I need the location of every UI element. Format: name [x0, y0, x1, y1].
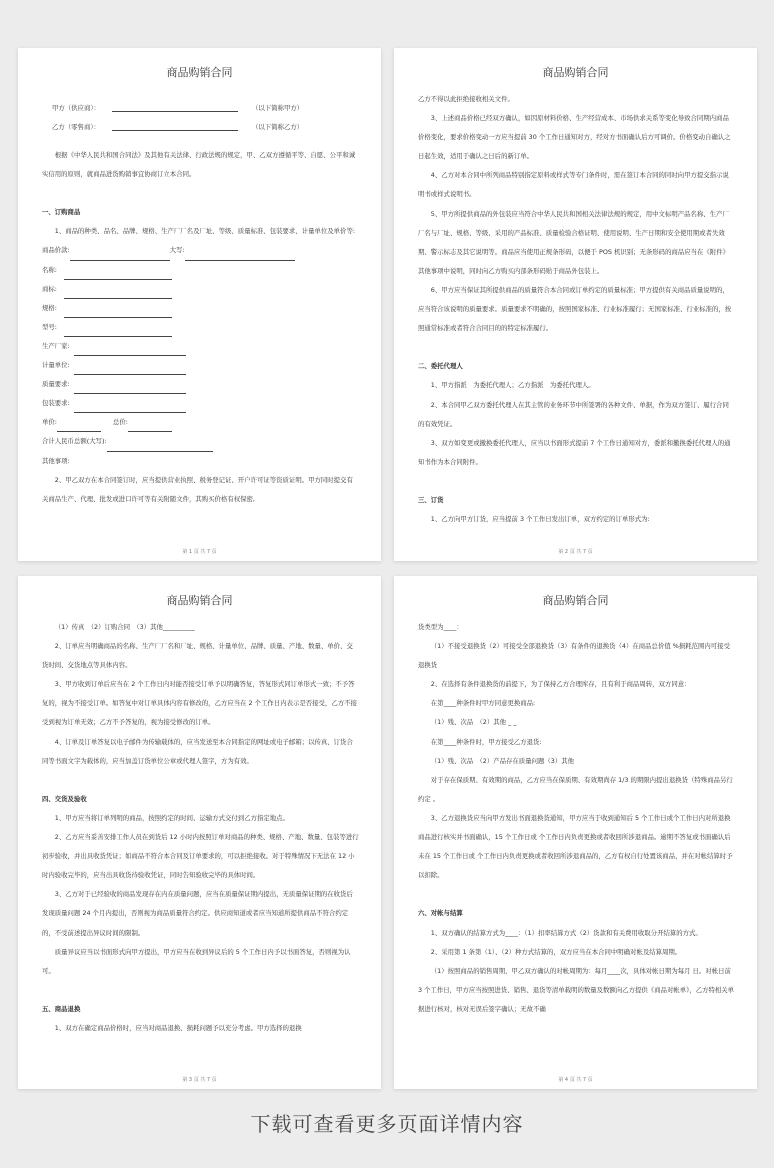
page-title: 商品购销合同	[166, 594, 233, 607]
party-a-label: 甲方（供应商）：	[52, 104, 100, 112]
paragraph: 4、乙方对本合同中所列商品特别指定原料或样式等专门条件时，需在签订本合同的同时向甲方提交指示说明书或样式说明书。	[418, 171, 729, 199]
paragraph: 1、甲方应当将订单列明的商品，按照约定的时间、运输方式交付到乙方指定地点。	[54, 813, 289, 822]
unit-price-row	[42, 413, 359, 432]
paragraph: 1、乙方向甲方订货，应当提前 3 个工作日发出订单，双方约定的订单形式为:	[430, 515, 650, 524]
paragraph: 2、在选择有条件退换货的前提下，为了保持乙方合理库存，且有利于商品周转，双方同意：	[430, 680, 691, 689]
contract-page-1	[18, 48, 381, 561]
contract-page-4	[394, 576, 757, 1089]
party-b-underline	[112, 118, 238, 131]
spacer	[418, 338, 735, 357]
price-row	[42, 241, 359, 260]
field-label: 商标:	[42, 284, 57, 293]
rmb-label: 合计人民币总额(大写):	[42, 437, 107, 446]
paragraph: 3、乙方对于已经验收的商品发现存在内在质量问题，应当在质量保证期内提出，无质量保证期的在收货后发现质量问题 24 个月内提出，否则视为商品质量符合约定。供应商知道或者应当知道所提供商品不符合约定的，不受前述提出异议时间的限制。	[42, 890, 353, 937]
paragraph: 3、甲方收到订单后应当在 2 个工作日内对能否接受订单予以明确答复，答复形式同订单形式一致；不予答复的，视为不接受订单。如答复中对订单具体内容有修改的，乙方应当在 2 个工作日内表示是否接受，乙方不接受到视为订单无效；乙方不予答复的，视为接受修改的订单。	[42, 680, 357, 727]
paragraph: 2、甲乙双方在本合同签订时，应当提供营业执照、税务登记证、开户许可证等资质证明。甲方同时提交有关商品生产、代理、批发或进口许可等有关附随文件，其购买价格有权保密,	[42, 475, 353, 503]
field-row	[42, 280, 359, 299]
party-b-note: （以下简称乙方）	[252, 123, 304, 131]
intro-paragraph: 根据《中华人民共和国合同法》及其他有关法律、行政法规的规定，甲、乙双方遵循平等、自愿、公平和诚实信用的原则，就商品进货购销事宜协商订立本合同。	[42, 151, 356, 179]
page-footer: 第 1 页 共 7 页	[182, 549, 217, 555]
paragraph: 2、本合同甲乙双方委托代理人在其主管的业务环节中所签署的各种文件、单据，作为双方签订、履行合同的有效凭证。	[418, 400, 729, 428]
paragraph: 2、乙方应当妥善安排工作人员在到货后 12 小时内按照订单对商品的种类、规格、产地、数量、包装等进行初步验收，并出具收货凭证；如商品不符合本合同及订单要求的，可以拒绝接收。对于特殊情况下无法在 12 小时内验收完毕的，应当出具收货待验收凭证，同时告知验收完毕的具体时间。	[42, 833, 359, 880]
field-row	[42, 356, 359, 375]
unit-price-underline	[57, 420, 101, 432]
field-row	[42, 261, 359, 280]
field-label: 规格:	[42, 303, 57, 312]
field-label: 生产厂家:	[42, 341, 70, 350]
other-label: 其他事项:	[42, 456, 70, 465]
contract-page-2	[394, 48, 757, 561]
download-caption: 下载可查看更多页面详情内容	[250, 1112, 524, 1136]
spacer	[418, 885, 735, 904]
field-row	[42, 337, 359, 356]
paragraph: 1、商品的种类、品名、品牌、规格、生产厂厂名及厂址、等级、质量标准、包装要求、计量单位及单价等:	[54, 227, 355, 236]
section-heading: 一、订购商品	[42, 208, 81, 217]
page-title: 商品购销合同	[542, 66, 609, 79]
page-title: 商品购销合同	[166, 66, 233, 79]
page-2-content	[418, 90, 735, 529]
section-heading: 四、交货及验收	[42, 794, 87, 803]
field-underline	[74, 401, 186, 413]
page-footer: 第 2 页 共 7 页	[558, 549, 593, 555]
paragraph: （1）传真 （2）订购合同 （3）其他__________	[54, 623, 195, 631]
paragraph: （1）残、次品 （2）产品存在质量问题（3）其他	[430, 756, 574, 765]
paragraph: 5、甲方所提供商品的外包装应当符合中华人民共和国相关法律法规的规定，用中文标明产品名称、生产厂厂名与厂址、规格、等级、采用的产品标准、质量检验合格证明、使用说明、生产日期和安全使用期或者失效期、警示标志及其它说明等。商品应当使用正规条形码，以便于 POS 机识别；无条形码的商品应当在《附件》其他事项中说明，同时向乙方购买内部条形码贴于商品外包装上。	[418, 209, 729, 275]
page-3-content	[42, 618, 359, 1038]
paragraph: 对于存在保质期、有效期的商品，乙方应当在保质期、有效期尚存 1/3 的期限内提出退换货（特殊商品另行约定 。	[418, 775, 733, 803]
paragraph: 6、甲方应当保证其所提供商品的质量符合本合同或订单约定的质量标准；甲方提供有关商品质量说明的，应当符合该说明的质量要求。质量要求不明确的，按照国家标准、行业标准履行；无国家标准、行业标准的，按照通常标准或者符合合同目的的特定标准履行。	[418, 285, 732, 333]
price-caps-label: 大写:	[169, 246, 185, 255]
field-underline	[64, 268, 172, 280]
spacer	[42, 981, 359, 1000]
paragraph: 货类型为____：	[418, 623, 463, 631]
field-label: 计量单位:	[42, 361, 70, 370]
page-1-content	[42, 90, 359, 509]
field-label: 包装要求:	[42, 399, 70, 408]
field-underline	[74, 344, 186, 356]
field-underline	[64, 287, 172, 299]
rmb-row	[42, 432, 359, 451]
spacer	[418, 472, 735, 491]
paragraph: 乙方不得以此拒绝接收相关文件。	[418, 95, 514, 103]
field-row	[42, 394, 359, 413]
section-heading: 二、委托代理人	[418, 362, 463, 371]
field-row	[42, 299, 359, 318]
field-label: 名称:	[42, 265, 57, 274]
contract-page-3	[18, 576, 381, 1089]
field-label: 型号:	[42, 322, 57, 331]
field-row	[42, 375, 359, 394]
page-title: 商品购销合同	[542, 594, 609, 607]
paragraph: 3、双方如变更或撤换委托代理人，应当以书面形式提前 7 个工作日通知对方，委派和撤换委托代理人的通知书作为本合同附件。	[418, 438, 731, 466]
unit-price-label: 单价:	[42, 418, 57, 427]
field-underline	[74, 363, 186, 375]
spacer	[42, 771, 359, 790]
section-heading: 五、商品退换	[42, 1004, 81, 1013]
field-underline	[74, 382, 186, 394]
rmb-underline	[107, 440, 213, 452]
field-label: 质量要求:	[42, 380, 70, 389]
party-b-row	[52, 118, 359, 137]
paragraph: （1）残、次品 （2）其他 _ _	[430, 718, 517, 727]
paragraph: 2、订单应当明确商品的名称、生产厂厂名和厂址、规格、计量单位、品牌、质量、产地、数量、单价、交货时间、交货地点等具体内容。	[42, 642, 353, 670]
party-a-note: （以下简称甲方）	[252, 104, 304, 112]
section-heading: 三、订货	[418, 495, 444, 504]
paragraph: 4、订单及订单答复以电子邮件为传输载体的，应当发送至本合同指定的网址或电子邮箱；以传真、订货合同等书面文字为载体的，应当加盖订货单位公章或代理人签字，方为有效。	[42, 737, 353, 765]
paragraph: 3、乙方退换货应当向甲方发出书面退换货通知，甲方应当于收到通知后 5 个工作日或个工作日内对所退换商品进行核实并书面确认，15 个工作日或 个工作日内负责更换或者收回所涉退商品。逾期不答复或书面确认后未在 15 个工作日或 个工作日内负责更换或者收回所涉退商品的，乙方有权自行处置该商品，并在对帐结算时予以扣除。	[418, 813, 733, 880]
page-footer: 第 3 页 共 7 页	[182, 1077, 217, 1083]
paragraph: 质量异议应当以书面形式向甲方提出，甲方应当在收到异议后的 5 个工作日内予以书面答复，否则视为认可。	[42, 947, 351, 975]
paragraph: 1、甲方指派 为委托代理人；乙方指派 为委托代理人。	[430, 381, 595, 390]
page-footer: 第 4 页 共 7 页	[558, 1077, 593, 1083]
paragraph: 1、双方在确定商品价格时，应当对商品退换、损耗问题予以充分考虑。甲方选择的退换	[54, 1023, 302, 1032]
price-underline	[70, 249, 170, 261]
section-heading: 六、对帐与结算	[418, 909, 463, 918]
page-4-content	[418, 618, 735, 1019]
total-underline	[128, 420, 172, 432]
paragraph: 3、上述商品价格已经双方确认，如因原材料价格、生产经营成本、市场供求关系等变化导致合同期内商品价格变化，要求价格变动一方应当提前 30 个工作日通知对方，经对方书面确认后方可调价。价格变动自确认之日起生效，适用于确认之日后的新订单。	[418, 114, 731, 161]
paragraph: 1、双方确认的结算方式为____：（1）扣率结算方式（2）货款和有关费用收取分开结算的方式。	[430, 928, 702, 937]
paragraph: 在第____种条件时甲方同意更换商品:	[430, 699, 536, 708]
total-label: 总价:	[112, 418, 128, 427]
paragraph: 在第____种条件时，甲方接受乙方退货:	[430, 737, 542, 746]
party-a-underline	[112, 99, 238, 112]
party-b-label: 乙方（零售商）：	[52, 123, 100, 131]
price-label: 商品价款:	[42, 246, 70, 255]
paragraph: 2、采用第 1 条第（1）、（2）种方式结算的，双方应当在本合同中明确对帐及结算周期。	[430, 947, 682, 956]
price-caps-underline	[185, 249, 295, 261]
paragraph: （1）不接受退换货（2）可接受全部退换货（3）有条件的退换货（4）在商品总价值 %损耗范围内可接受退换货	[418, 642, 730, 670]
field-underline	[64, 325, 172, 337]
field-underline	[64, 306, 172, 318]
field-row	[42, 318, 359, 337]
party-a-row	[52, 99, 359, 118]
paragraph: （1）按照商品的销售周期，甲乙双方确认的对帐周期为：每月____次，具体对帐日期为每月 日。对帐日前 3 个工作日，甲方应当按照进货、销售、退货等清单载明的数量及数额向乙方提供《商品对帐单》，乙方特相关单据进行核对，核对无误后签字确认；无故不确	[418, 966, 735, 1013]
